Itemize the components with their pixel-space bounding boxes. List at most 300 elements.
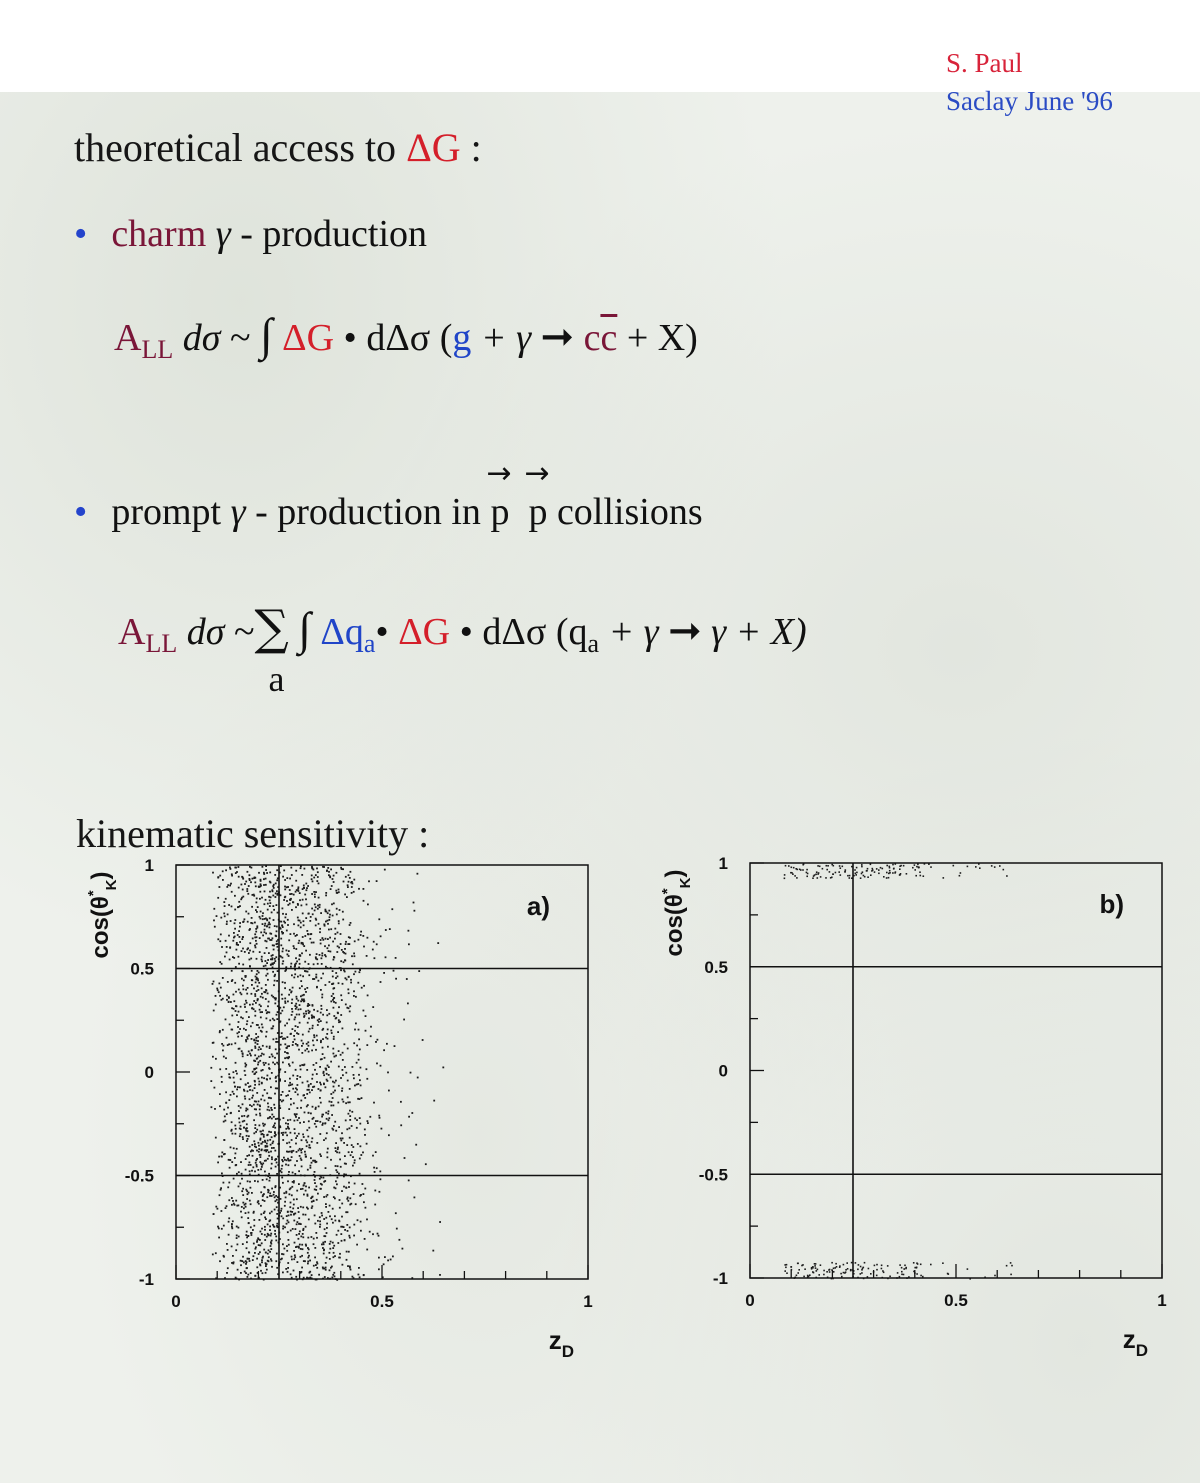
scatter-point	[233, 1082, 235, 1084]
scatter-point	[316, 1081, 318, 1083]
scatter-point	[332, 941, 334, 943]
scatter-point	[296, 1014, 298, 1016]
scatter-point	[319, 1082, 321, 1084]
scatter-point	[315, 906, 317, 908]
scatter-point	[289, 893, 291, 895]
scatter-point	[290, 1104, 292, 1106]
scatter-point	[306, 1141, 308, 1143]
scatter-point	[301, 1166, 303, 1168]
scatter-point	[295, 1069, 297, 1071]
scatter-point	[321, 1212, 323, 1214]
scatter-point	[378, 1235, 380, 1237]
scatter-point	[258, 989, 260, 991]
scatter-point	[331, 1032, 333, 1034]
scatter-point	[285, 1268, 287, 1270]
scatter-point	[215, 995, 217, 997]
scatter-point	[280, 1044, 282, 1046]
scatter-point	[261, 1164, 263, 1166]
scatter-point	[360, 1067, 362, 1069]
scatter-point	[918, 867, 920, 869]
scatter-point	[241, 876, 243, 878]
scatter-point	[316, 1237, 318, 1239]
scatter-point	[287, 919, 289, 921]
scatter-point	[306, 1207, 308, 1209]
scatter-point	[400, 1124, 402, 1126]
scatter-point	[408, 1180, 410, 1182]
scatter-point	[343, 1226, 345, 1228]
scatter-point	[349, 1227, 351, 1229]
scatter-point	[250, 1055, 252, 1057]
scatter-point	[359, 1158, 361, 1160]
scatter-point	[246, 1261, 248, 1263]
scatter-point	[813, 1272, 815, 1274]
scatter-point	[328, 919, 330, 921]
scatter-point	[299, 1122, 301, 1124]
scatter-point	[300, 1107, 302, 1109]
scatter-point	[267, 959, 269, 961]
scatter-point	[797, 1263, 799, 1265]
scatter-point	[232, 1133, 234, 1135]
scatter-point	[366, 1044, 368, 1046]
scatter-point	[359, 1276, 361, 1278]
scatter-point	[296, 1089, 298, 1091]
scatter-point	[302, 888, 304, 890]
scatter-point	[246, 1135, 248, 1137]
scatter-point	[282, 876, 284, 878]
scatter-point	[280, 938, 282, 940]
scatter-point	[337, 1012, 339, 1014]
scatter-point	[282, 963, 284, 965]
scatter-point	[327, 1029, 329, 1031]
scatter-point	[311, 1141, 313, 1143]
scatter-point	[258, 1145, 260, 1147]
scatter-point	[316, 953, 318, 955]
scatter-point	[273, 1038, 275, 1040]
scatter-point	[311, 1236, 313, 1238]
scatter-point	[244, 1098, 246, 1100]
scatter-point	[296, 1135, 298, 1137]
scatter-point	[247, 1217, 249, 1219]
scatter-point	[346, 1187, 348, 1189]
scatter-point	[307, 1136, 309, 1138]
scatter-point	[310, 1157, 312, 1159]
scatter-point	[269, 1109, 271, 1111]
scatter-point	[322, 1053, 324, 1055]
scatter-point	[915, 875, 917, 877]
scatter-point	[340, 994, 342, 996]
scatter-point	[320, 1005, 322, 1007]
scatter-point	[281, 1010, 283, 1012]
scatter-point	[994, 866, 996, 868]
scatter-point	[1010, 1274, 1012, 1276]
scatter-point	[212, 983, 214, 985]
scatter-point	[254, 1054, 256, 1056]
scatter-point	[267, 1109, 269, 1111]
scatter-point	[282, 926, 284, 928]
scatter-point	[235, 991, 237, 993]
scatter-point	[273, 1194, 275, 1196]
scatter-point	[292, 1011, 294, 1013]
scatter-point	[791, 867, 793, 869]
f1-dsigma: dσ	[173, 317, 230, 359]
scatter-point	[333, 1272, 335, 1274]
y-tick-label: -0.5	[698, 1165, 728, 1185]
scatter-point	[301, 1255, 303, 1257]
scatter-point	[311, 893, 313, 895]
scatter-point	[305, 1245, 307, 1247]
scatter-point	[350, 1269, 352, 1271]
scatter-point	[855, 1262, 857, 1264]
scatter-point	[312, 1086, 314, 1088]
scatter-point	[259, 1251, 261, 1253]
scatter-point	[295, 880, 297, 882]
scatter-point	[249, 1260, 251, 1262]
scatter-point	[847, 875, 849, 877]
scatter-point	[314, 910, 316, 912]
scatter-point	[301, 998, 303, 1000]
scatter-point	[316, 986, 318, 988]
scatter-point	[250, 1272, 252, 1274]
scatter-point	[282, 932, 284, 934]
scatter-point	[244, 951, 246, 953]
scatter-point	[400, 1101, 402, 1103]
scatter-point	[364, 1134, 366, 1136]
f1-sub-LL: LL	[141, 335, 174, 364]
scatter-point	[263, 884, 265, 886]
scatter-point	[288, 939, 290, 941]
scatter-point	[312, 1040, 314, 1042]
scatter-point	[340, 1077, 342, 1079]
scatter-point	[283, 921, 285, 923]
scatter-point	[254, 1010, 256, 1012]
scatter-point	[387, 1260, 389, 1262]
scatter-point	[300, 1248, 302, 1250]
scatter-point	[234, 1125, 236, 1127]
scatter-point	[302, 1043, 304, 1045]
scatter-point	[254, 937, 256, 939]
scatter-point	[250, 881, 252, 883]
scatter-point	[295, 906, 297, 908]
scatter-point	[367, 1120, 369, 1122]
scatter-point	[263, 965, 265, 967]
scatter-point	[396, 1228, 398, 1230]
scatter-point	[321, 1244, 323, 1246]
scatter-point	[264, 1229, 266, 1231]
scatter-point	[820, 876, 822, 878]
scatter-point	[217, 989, 219, 991]
scatter-point	[291, 1084, 293, 1086]
scatter-point	[262, 1141, 264, 1143]
scatter-point	[291, 1256, 293, 1258]
scatter-point	[402, 1248, 404, 1250]
scatter-point	[305, 883, 307, 885]
scatter-point	[901, 1267, 903, 1269]
scatter-point	[224, 1153, 226, 1155]
scatter-point	[947, 1273, 949, 1275]
scatter-point	[242, 1243, 244, 1245]
scatter-point	[313, 1016, 315, 1018]
scatter-point	[314, 1223, 316, 1225]
scatter-point	[892, 872, 894, 874]
scatter-point	[259, 1154, 261, 1156]
scatter-point	[291, 885, 293, 887]
scatter-point	[345, 1004, 347, 1006]
bullet2-text3: collisions	[547, 491, 703, 533]
scatter-point	[310, 1165, 312, 1167]
scatter-point	[257, 1169, 259, 1171]
scatter-point	[325, 966, 327, 968]
scatter-point	[264, 952, 266, 954]
scatter-point	[361, 1097, 363, 1099]
scatter-point	[212, 1254, 214, 1256]
scatter-point	[223, 901, 225, 903]
scatter-point	[246, 1267, 248, 1269]
scatter-point	[301, 1139, 303, 1141]
scatter-point	[260, 1131, 262, 1133]
scatter-point	[236, 1014, 238, 1016]
scatter-point	[322, 1114, 324, 1116]
scatter-point	[262, 866, 264, 868]
scatter-point	[254, 1252, 256, 1254]
scatter-point	[255, 1047, 257, 1049]
scatter-point	[230, 868, 232, 870]
scatter-point	[270, 1168, 272, 1170]
scatter-point	[255, 982, 257, 984]
scatter-point	[290, 1159, 292, 1161]
scatter-point	[260, 1168, 262, 1170]
scatter-point	[245, 1212, 247, 1214]
scatter-point	[298, 1014, 300, 1016]
scatter-point	[365, 1207, 367, 1209]
scatter-point	[897, 1272, 899, 1274]
scatter-point	[311, 1201, 313, 1203]
scatter-point	[308, 1127, 310, 1129]
scatter-point	[307, 1089, 309, 1091]
scatter-point	[274, 1057, 276, 1059]
scatter-point	[261, 1077, 263, 1079]
scatter-point	[844, 1272, 846, 1274]
scatter-point	[304, 1182, 306, 1184]
scatter-point	[333, 1256, 335, 1258]
scatter-point	[263, 1062, 265, 1064]
scatter-point	[262, 1256, 264, 1258]
scatter-point	[228, 1221, 230, 1223]
scatter-point	[242, 1202, 244, 1204]
scatter-point	[889, 870, 891, 872]
scatter-point	[249, 1200, 251, 1202]
scatter-point	[303, 999, 305, 1001]
scatter-point	[333, 1105, 335, 1107]
scatter-point	[313, 1117, 315, 1119]
scatter-point	[943, 877, 945, 879]
scatter-point	[271, 1260, 273, 1262]
scatter-point	[322, 939, 324, 941]
scatter-point	[815, 874, 817, 876]
scatter-point	[259, 1219, 261, 1221]
scatter-point	[790, 872, 792, 874]
scatter-point	[329, 981, 331, 983]
scatter-point	[312, 868, 314, 870]
scatter-point	[302, 1034, 304, 1036]
scatter-point	[408, 1116, 410, 1118]
scatter-point	[806, 876, 808, 878]
scatter-point	[281, 1215, 283, 1217]
scatter-point	[258, 1203, 260, 1205]
scatter-point	[213, 920, 215, 922]
scatter-point	[347, 884, 349, 886]
scatter-point	[247, 1193, 249, 1195]
scatter-point	[236, 1073, 238, 1075]
scatter-point	[285, 1095, 287, 1097]
scatter-point	[353, 1193, 355, 1195]
scatter-point	[213, 1010, 215, 1012]
scatter-point	[252, 1090, 254, 1092]
scatter-point	[307, 1005, 309, 1007]
scatter-point	[327, 938, 329, 940]
scatter-point	[359, 1049, 361, 1051]
scatter-point	[384, 869, 386, 871]
scatter-point	[284, 1080, 286, 1082]
scatter-point	[253, 1243, 255, 1245]
scatter-point	[829, 1269, 831, 1271]
scatter-point	[272, 971, 274, 973]
scatter-point	[255, 1040, 257, 1042]
scatter-point	[308, 934, 310, 936]
scatter-point	[223, 1056, 225, 1058]
scatter-point	[266, 1031, 268, 1033]
scatter-point	[317, 871, 319, 873]
scatter-point	[252, 951, 254, 953]
scatter-point	[341, 1088, 343, 1090]
scatter-point	[274, 960, 276, 962]
scatter-point	[265, 1272, 267, 1274]
scatter-point	[271, 1240, 273, 1242]
scatter-point	[264, 918, 266, 920]
scatter-point	[309, 1028, 311, 1030]
scatter-point	[305, 917, 307, 919]
scatter-point	[271, 889, 273, 891]
scatter-point	[374, 1204, 376, 1206]
scatter-point	[247, 921, 249, 923]
scatter-point	[299, 1244, 301, 1246]
scatter-point	[363, 1193, 365, 1195]
scatter-point	[289, 899, 291, 901]
scatter-point	[260, 1011, 262, 1013]
scatter-point	[303, 1194, 305, 1196]
scatter-point	[270, 958, 272, 960]
scatter-point	[325, 1138, 327, 1140]
scatter-point	[247, 987, 249, 989]
scatter-point	[353, 1077, 355, 1079]
scatter-point	[831, 877, 833, 879]
scatter-point	[246, 993, 248, 995]
scatter-point	[217, 938, 219, 940]
y-tick-label: -1	[138, 1270, 154, 1289]
scatter-point	[302, 1233, 304, 1235]
scatter-point	[342, 951, 344, 953]
scatter-point	[242, 1188, 244, 1190]
scatter-point	[248, 1016, 250, 1018]
scatter-point	[312, 1025, 314, 1027]
scatter-point	[289, 1193, 291, 1195]
scatter-point	[270, 1131, 272, 1133]
scatter-point	[346, 1259, 348, 1261]
scatter-point	[347, 1197, 349, 1199]
scatter-point	[351, 892, 353, 894]
scatter-point	[241, 938, 243, 940]
scatter-point	[246, 1155, 248, 1157]
y-tick-label: 0	[144, 1063, 154, 1082]
scatter-point	[358, 1274, 360, 1276]
scatter-point	[232, 1091, 234, 1093]
scatter-point	[227, 1044, 229, 1046]
scatter-point	[308, 974, 310, 976]
scatter-point	[342, 1099, 344, 1101]
scatter-point	[363, 1010, 365, 1012]
scatter-point	[332, 1208, 334, 1210]
scatter-point	[344, 1043, 346, 1045]
scatter-point	[254, 1087, 256, 1089]
scatter-point	[346, 1007, 348, 1009]
scatter-point	[308, 1045, 310, 1047]
scatter-point	[246, 1190, 248, 1192]
scatter-point	[250, 958, 252, 960]
scatter-point	[386, 1043, 388, 1045]
scatter-point	[268, 1106, 270, 1108]
scatter-point	[349, 1115, 351, 1117]
scatter-point	[903, 865, 905, 867]
scatter-point	[316, 1073, 318, 1075]
scatter-point	[215, 1004, 217, 1006]
scatter-point	[286, 1245, 288, 1247]
scatter-point	[285, 1002, 287, 1004]
scatter-point	[886, 872, 888, 874]
scatter-point	[263, 1212, 265, 1214]
scatter-point	[347, 943, 349, 945]
scatter-point	[356, 1244, 358, 1246]
scatter-point	[287, 1094, 289, 1096]
scatter-point	[235, 1133, 237, 1135]
scatter-point	[355, 971, 357, 973]
scatter-point	[313, 1009, 315, 1011]
scatter-point	[288, 994, 290, 996]
scatter-point	[319, 906, 321, 908]
scatter-point	[228, 1199, 230, 1201]
scatter-point	[254, 1068, 256, 1070]
scatter-point	[267, 1253, 269, 1255]
scatter-plot-a	[85, 856, 593, 1361]
scatter-point	[375, 1041, 377, 1043]
scatter-point	[307, 1081, 309, 1083]
scatter-point	[270, 1248, 272, 1250]
scatter-point	[261, 987, 263, 989]
scatter-point	[242, 1121, 244, 1123]
scatter-point	[281, 994, 283, 996]
scatter-point	[914, 864, 916, 866]
scatter-point	[332, 976, 334, 978]
scatter-point	[321, 994, 323, 996]
scatter-point	[355, 1203, 357, 1205]
scatter-point	[324, 1180, 326, 1182]
scatter-point	[288, 1085, 290, 1087]
scatter-point	[305, 1010, 307, 1012]
scatter-point	[238, 1031, 240, 1033]
scatter-point	[262, 1069, 264, 1071]
scatter-point	[244, 1074, 246, 1076]
scatter-point	[904, 1265, 906, 1267]
scatter-point	[261, 1082, 263, 1084]
scatter-point	[784, 1270, 786, 1272]
